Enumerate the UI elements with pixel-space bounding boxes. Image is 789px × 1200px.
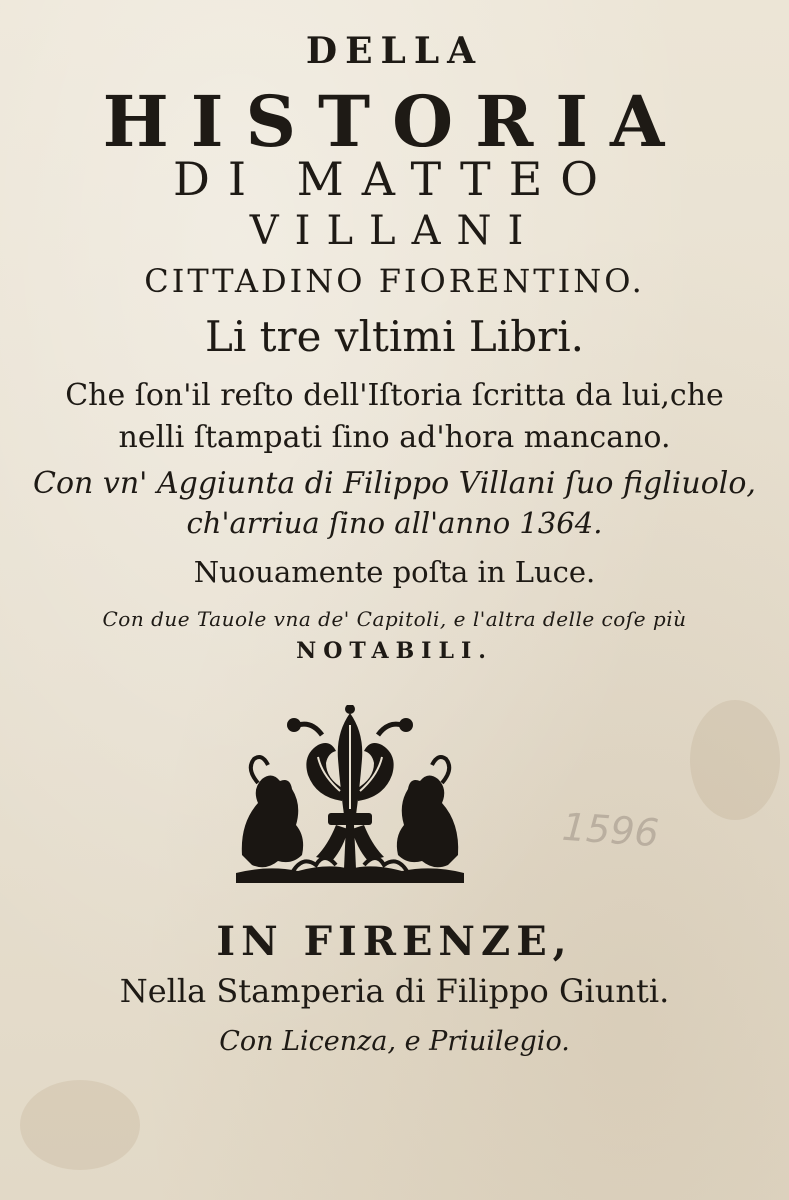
- title-line-della: DELLA: [305, 30, 484, 72]
- addition-line-1: Con vn' Aggiunta di Filippo Villani ſuo figliuolo,: [33, 466, 756, 501]
- author-citizenship: CITTADINO FIORENTINO.: [144, 262, 645, 300]
- new-edition-line: Nuouamente poſta in Luce.: [193, 555, 596, 589]
- imprint-privilege: Con Licenza, e Priuilegio.: [219, 1026, 570, 1057]
- pencil-margin-note: 1596: [560, 804, 661, 856]
- imprint-printer: Nella Stamperia di Filippo Giunti.: [119, 972, 670, 1010]
- tables-line: Con due Tauole vna de' Capitoli, e l'altra delle coſe più: [102, 607, 687, 631]
- description-line-2: nelli ſtampati ſino ad'hora mancano.: [118, 420, 671, 455]
- subtitle-books: Li tre vltimi Libri.: [205, 312, 584, 361]
- author-line-di-matteo: DI MATTEO: [173, 152, 616, 206]
- title-line-historia: HISTORIA: [102, 80, 687, 163]
- paper-stain: [20, 1080, 140, 1170]
- imprint-place: IN FIRENZE,: [216, 918, 573, 965]
- notabili-line: NOTABILI.: [296, 638, 493, 664]
- addition-line-2: ch'arriua ſino all'anno 1364.: [186, 506, 603, 540]
- description-line-1: Che ſon'il reſto dell'Iſtoria ſcritta da lui,che: [65, 378, 724, 413]
- paper-stain: [690, 700, 780, 820]
- fleur-de-lis-device-icon: [232, 705, 468, 889]
- author-line-villani: VILLANI: [249, 208, 540, 254]
